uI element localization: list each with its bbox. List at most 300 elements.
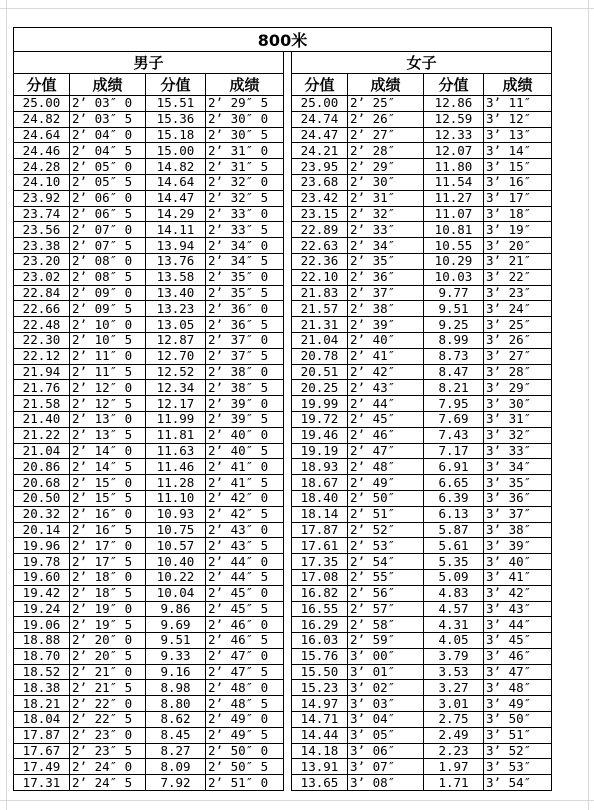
points-cell: 12.52	[146, 364, 206, 380]
points-cell: 24.21	[292, 143, 348, 159]
points-cell: 20.51	[292, 364, 348, 380]
time-cell: 3’ 14″	[484, 143, 552, 159]
points-cell: 7.43	[424, 427, 484, 443]
time-cell: 3’ 31″	[484, 411, 552, 427]
column-header: 分值	[424, 74, 484, 96]
points-cell: 5.87	[424, 522, 484, 538]
time-cell: 2’ 37″ 0	[206, 332, 284, 348]
points-cell: 10.22	[146, 569, 206, 585]
table-row	[14, 174, 552, 190]
time-cell: 3’ 13″	[484, 127, 552, 143]
points-cell: 17.35	[292, 554, 348, 570]
time-cell: 3’ 44″	[484, 617, 552, 633]
time-cell: 2’ 23″ 0	[70, 727, 146, 743]
time-cell: 3’ 54″	[484, 775, 552, 791]
points-cell: 9.51	[424, 301, 484, 317]
time-cell: 2’ 30″	[348, 174, 424, 190]
table-row	[14, 727, 552, 743]
column-header: 成绩	[348, 74, 424, 96]
time-cell: 2’ 33″ 5	[206, 222, 284, 238]
time-cell: 2’ 05″ 0	[70, 159, 146, 175]
time-cell: 2’ 47″	[348, 443, 424, 459]
points-cell: 23.68	[292, 174, 348, 190]
time-cell: 2’ 25″	[348, 96, 424, 112]
time-cell: 2’ 31″ 5	[206, 159, 284, 175]
points-cell: 12.70	[146, 348, 206, 364]
time-cell: 3’ 50″	[484, 712, 552, 728]
time-cell: 2’ 17″ 5	[70, 554, 146, 570]
group-gap	[284, 743, 292, 759]
time-cell: 3’ 42″	[484, 585, 552, 601]
time-cell: 3’ 15″	[484, 159, 552, 175]
points-cell: 8.62	[146, 712, 206, 728]
points-cell: 24.47	[292, 127, 348, 143]
group-gap	[284, 522, 292, 538]
group-gap	[284, 443, 292, 459]
table-row	[14, 143, 552, 159]
group-gap	[284, 554, 292, 570]
column-header: 分值	[292, 74, 348, 96]
time-cell: 2’ 50″ 5	[206, 759, 284, 775]
time-cell: 3’ 39″	[484, 538, 552, 554]
points-cell: 11.27	[424, 190, 484, 206]
time-cell: 2’ 35″ 5	[206, 285, 284, 301]
time-cell: 2’ 32″ 5	[206, 190, 284, 206]
points-cell: 13.91	[292, 759, 348, 775]
points-cell: 25.00	[292, 96, 348, 112]
gridline	[588, 0, 589, 810]
points-cell: 22.89	[292, 222, 348, 238]
points-cell: 9.86	[146, 601, 206, 617]
points-cell: 14.64	[146, 174, 206, 190]
points-cell: 8.27	[146, 743, 206, 759]
time-cell: 2’ 58″	[348, 617, 424, 633]
table-row	[14, 648, 552, 664]
points-cell: 11.99	[146, 411, 206, 427]
points-cell: 19.19	[292, 443, 348, 459]
time-cell: 3’ 25″	[484, 317, 552, 333]
table-row	[14, 522, 552, 538]
points-cell: 1.71	[424, 775, 484, 791]
time-cell: 2’ 56″	[348, 585, 424, 601]
group-gap	[284, 143, 292, 159]
table-row	[14, 601, 552, 617]
points-cell: 21.40	[14, 411, 70, 427]
time-cell: 2’ 44″ 0	[206, 554, 284, 570]
time-cell: 3’ 40″	[484, 554, 552, 570]
points-cell: 10.40	[146, 554, 206, 570]
time-cell: 2’ 43″	[348, 380, 424, 396]
points-cell: 18.38	[14, 680, 70, 696]
group-gap	[284, 411, 292, 427]
time-cell: 2’ 13″ 5	[70, 427, 146, 443]
time-cell: 2’ 42″ 5	[206, 506, 284, 522]
points-cell: 20.25	[292, 380, 348, 396]
points-cell: 15.36	[146, 111, 206, 127]
time-cell: 3’ 12″	[484, 111, 552, 127]
table-row	[14, 96, 552, 112]
time-cell: 2’ 26″	[348, 111, 424, 127]
points-cell: 5.61	[424, 538, 484, 554]
table-row	[14, 554, 552, 570]
points-cell: 13.05	[146, 317, 206, 333]
table-row	[14, 569, 552, 585]
time-cell: 2’ 22″ 0	[70, 696, 146, 712]
time-cell: 2’ 45″ 5	[206, 601, 284, 617]
points-cell: 17.87	[292, 522, 348, 538]
time-cell: 3’ 27″	[484, 348, 552, 364]
points-cell: 10.03	[424, 269, 484, 285]
points-cell: 2.75	[424, 712, 484, 728]
time-cell: 2’ 24″ 5	[70, 775, 146, 791]
points-cell: 12.17	[146, 396, 206, 412]
time-cell: 2’ 51″	[348, 506, 424, 522]
time-cell: 2’ 35″ 0	[206, 269, 284, 285]
points-cell: 11.28	[146, 475, 206, 491]
points-cell: 7.95	[424, 396, 484, 412]
points-cell: 15.76	[292, 648, 348, 664]
points-cell: 13.76	[146, 253, 206, 269]
group-gap	[284, 206, 292, 222]
table-row	[14, 269, 552, 285]
time-cell: 3’ 36″	[484, 490, 552, 506]
group-gap	[284, 380, 292, 396]
group-gap	[284, 696, 292, 712]
time-cell: 2’ 55″	[348, 569, 424, 585]
time-cell: 2’ 20″ 0	[70, 633, 146, 649]
time-cell: 2’ 52″	[348, 522, 424, 538]
time-cell: 2’ 41″ 5	[206, 475, 284, 491]
group-gap	[284, 159, 292, 175]
table-row	[14, 317, 552, 333]
group-header-female: 女子	[292, 52, 552, 74]
points-cell: 23.02	[14, 269, 70, 285]
points-cell: 21.04	[292, 332, 348, 348]
table-row	[14, 696, 552, 712]
points-cell: 11.81	[146, 427, 206, 443]
time-cell: 2’ 19″ 0	[70, 601, 146, 617]
time-cell: 2’ 11″ 5	[70, 364, 146, 380]
time-cell: 2’ 31″	[348, 190, 424, 206]
group-gap	[284, 238, 292, 254]
table-row	[14, 159, 552, 175]
points-cell: 10.29	[424, 253, 484, 269]
time-cell: 2’ 24″ 0	[70, 759, 146, 775]
points-cell: 10.81	[424, 222, 484, 238]
points-cell: 2.23	[424, 743, 484, 759]
points-cell: 16.82	[292, 585, 348, 601]
time-cell: 2’ 50″ 0	[206, 743, 284, 759]
time-cell: 3’ 41″	[484, 569, 552, 585]
time-cell: 2’ 39″ 5	[206, 411, 284, 427]
time-cell: 2’ 38″ 5	[206, 380, 284, 396]
time-cell: 3’ 35″	[484, 475, 552, 491]
time-cell: 2’ 11″ 0	[70, 348, 146, 364]
points-cell: 18.70	[14, 648, 70, 664]
points-cell: 4.57	[424, 601, 484, 617]
time-cell: 3’ 24″	[484, 301, 552, 317]
points-cell: 14.11	[146, 222, 206, 238]
points-cell: 24.10	[14, 174, 70, 190]
points-cell: 14.71	[292, 712, 348, 728]
table-row	[14, 459, 552, 475]
points-cell: 8.99	[424, 332, 484, 348]
time-cell: 2’ 03″ 0	[70, 96, 146, 112]
table-row	[14, 253, 552, 269]
points-cell: 17.67	[14, 743, 70, 759]
points-cell: 14.44	[292, 727, 348, 743]
time-cell: 2’ 13″ 0	[70, 411, 146, 427]
points-cell: 17.61	[292, 538, 348, 554]
table-row	[14, 427, 552, 443]
time-cell: 3’ 34″	[484, 459, 552, 475]
points-cell: 9.77	[424, 285, 484, 301]
table-row	[14, 206, 552, 222]
time-cell: 3’ 30″	[484, 396, 552, 412]
group-gap	[284, 348, 292, 364]
points-cell: 10.04	[146, 585, 206, 601]
points-cell: 20.86	[14, 459, 70, 475]
group-gap	[284, 52, 292, 74]
time-cell: 2’ 29″	[348, 159, 424, 175]
time-cell: 2’ 49″ 5	[206, 727, 284, 743]
points-cell: 21.76	[14, 380, 70, 396]
time-cell: 2’ 27″	[348, 127, 424, 143]
time-cell: 2’ 04″ 5	[70, 143, 146, 159]
points-cell: 17.49	[14, 759, 70, 775]
time-cell: 3’ 20″	[484, 238, 552, 254]
points-cell: 22.30	[14, 332, 70, 348]
points-cell: 14.47	[146, 190, 206, 206]
points-cell: 24.64	[14, 127, 70, 143]
time-cell: 3’ 05″	[348, 727, 424, 743]
group-gap	[284, 680, 292, 696]
time-cell: 2’ 40″ 5	[206, 443, 284, 459]
points-cell: 6.13	[424, 506, 484, 522]
points-cell: 9.33	[146, 648, 206, 664]
table-row	[14, 680, 552, 696]
time-cell: 2’ 47″ 0	[206, 648, 284, 664]
points-cell: 13.65	[292, 775, 348, 791]
table-row	[14, 538, 552, 554]
points-cell: 9.16	[146, 664, 206, 680]
table-row	[14, 712, 552, 728]
group-gap	[284, 222, 292, 238]
column-header: 分值	[146, 74, 206, 96]
time-cell: 2’ 21″ 0	[70, 664, 146, 680]
time-cell: 2’ 44″	[348, 396, 424, 412]
points-cell: 18.88	[14, 633, 70, 649]
time-cell: 2’ 32″	[348, 206, 424, 222]
points-cell: 11.46	[146, 459, 206, 475]
table-row	[14, 775, 552, 791]
time-cell: 3’ 26″	[484, 332, 552, 348]
column-header: 成绩	[206, 74, 284, 96]
points-cell: 19.72	[292, 411, 348, 427]
gridline	[6, 0, 7, 810]
time-cell: 2’ 10″ 5	[70, 332, 146, 348]
points-cell: 18.93	[292, 459, 348, 475]
table-title: 800米	[14, 28, 552, 52]
time-cell: 2’ 37″ 5	[206, 348, 284, 364]
time-cell: 2’ 46″ 5	[206, 633, 284, 649]
table-row	[14, 332, 552, 348]
points-cell: 16.29	[292, 617, 348, 633]
time-cell: 3’ 21″	[484, 253, 552, 269]
points-cell: 12.87	[146, 332, 206, 348]
points-cell: 22.63	[292, 238, 348, 254]
time-cell: 3’ 46″	[484, 648, 552, 664]
points-cell: 18.52	[14, 664, 70, 680]
points-cell: 8.21	[424, 380, 484, 396]
time-cell: 2’ 09″ 0	[70, 285, 146, 301]
time-cell: 2’ 33″ 0	[206, 206, 284, 222]
time-cell: 2’ 45″	[348, 411, 424, 427]
points-cell: 15.51	[146, 96, 206, 112]
points-cell: 12.59	[424, 111, 484, 127]
table-row	[14, 443, 552, 459]
points-cell: 12.34	[146, 380, 206, 396]
points-cell: 4.83	[424, 585, 484, 601]
time-cell: 2’ 23″ 5	[70, 743, 146, 759]
time-cell: 2’ 34″ 0	[206, 238, 284, 254]
points-cell: 12.86	[424, 96, 484, 112]
time-cell: 3’ 00″	[348, 648, 424, 664]
table-row	[14, 285, 552, 301]
points-cell: 19.96	[14, 538, 70, 554]
time-cell: 2’ 53″	[348, 538, 424, 554]
time-cell: 2’ 40″ 0	[206, 427, 284, 443]
time-cell: 2’ 07″ 0	[70, 222, 146, 238]
time-cell: 2’ 49″ 0	[206, 712, 284, 728]
table-row	[14, 585, 552, 601]
time-cell: 2’ 04″ 0	[70, 127, 146, 143]
group-gap	[284, 727, 292, 743]
points-cell: 23.74	[14, 206, 70, 222]
time-cell: 2’ 21″ 5	[70, 680, 146, 696]
time-cell: 2’ 33″	[348, 222, 424, 238]
time-cell: 2’ 44″ 5	[206, 569, 284, 585]
time-cell: 2’ 40″	[348, 332, 424, 348]
points-cell: 24.28	[14, 159, 70, 175]
points-cell: 10.93	[146, 506, 206, 522]
group-gap	[284, 269, 292, 285]
time-cell: 2’ 54″	[348, 554, 424, 570]
table-row	[14, 664, 552, 680]
time-cell: 3’ 28″	[484, 364, 552, 380]
points-cell: 12.07	[424, 143, 484, 159]
points-cell: 24.74	[292, 111, 348, 127]
points-cell: 18.21	[14, 696, 70, 712]
time-cell: 2’ 38″	[348, 301, 424, 317]
time-cell: 2’ 07″ 5	[70, 238, 146, 254]
table-row	[14, 633, 552, 649]
time-cell: 3’ 51″	[484, 727, 552, 743]
time-cell: 2’ 31″ 0	[206, 143, 284, 159]
points-cell: 23.95	[292, 159, 348, 175]
time-cell: 2’ 12″ 0	[70, 380, 146, 396]
points-cell: 13.40	[146, 285, 206, 301]
points-cell: 15.18	[146, 127, 206, 143]
time-cell: 2’ 42″ 0	[206, 490, 284, 506]
points-cell: 12.33	[424, 127, 484, 143]
points-cell: 19.78	[14, 554, 70, 570]
time-cell: 3’ 23″	[484, 285, 552, 301]
points-cell: 18.40	[292, 490, 348, 506]
time-cell: 2’ 15″ 0	[70, 475, 146, 491]
points-cell: 23.15	[292, 206, 348, 222]
time-cell: 2’ 42″	[348, 364, 424, 380]
time-cell: 3’ 37″	[484, 506, 552, 522]
time-cell: 2’ 46″	[348, 427, 424, 443]
points-cell: 8.45	[146, 727, 206, 743]
time-cell: 2’ 30″ 0	[206, 111, 284, 127]
column-header: 成绩	[70, 74, 146, 96]
group-gap	[284, 490, 292, 506]
time-cell: 2’ 41″	[348, 348, 424, 364]
column-header: 分值	[14, 74, 70, 96]
time-cell: 2’ 30″ 5	[206, 127, 284, 143]
group-gap	[284, 317, 292, 333]
points-cell: 8.09	[146, 759, 206, 775]
time-cell: 3’ 22″	[484, 269, 552, 285]
time-cell: 2’ 05″ 5	[70, 174, 146, 190]
table-row	[14, 127, 552, 143]
points-cell: 21.94	[14, 364, 70, 380]
table-row	[14, 238, 552, 254]
time-cell: 2’ 41″ 0	[206, 459, 284, 475]
points-cell: 22.36	[292, 253, 348, 269]
points-cell: 18.67	[292, 475, 348, 491]
table-row	[14, 411, 552, 427]
time-cell: 2’ 35″	[348, 253, 424, 269]
table-row	[14, 743, 552, 759]
time-cell: 2’ 14″ 5	[70, 459, 146, 475]
points-cell: 11.63	[146, 443, 206, 459]
time-cell: 3’ 19″	[484, 222, 552, 238]
group-gap	[284, 301, 292, 317]
points-cell: 8.80	[146, 696, 206, 712]
time-cell: 2’ 36″ 0	[206, 301, 284, 317]
table-body	[14, 96, 552, 791]
points-cell: 20.32	[14, 506, 70, 522]
table-row	[14, 348, 552, 364]
points-cell: 14.18	[292, 743, 348, 759]
points-cell: 23.42	[292, 190, 348, 206]
points-cell: 8.47	[424, 364, 484, 380]
time-cell: 2’ 38″ 0	[206, 364, 284, 380]
points-cell: 22.66	[14, 301, 70, 317]
time-cell: 3’ 49″	[484, 696, 552, 712]
points-cell: 19.46	[292, 427, 348, 443]
points-cell: 20.68	[14, 475, 70, 491]
points-cell: 4.05	[424, 633, 484, 649]
time-cell: 3’ 06″	[348, 743, 424, 759]
time-cell: 2’ 48″ 5	[206, 696, 284, 712]
points-cell: 22.12	[14, 348, 70, 364]
time-cell: 2’ 08″ 0	[70, 253, 146, 269]
points-cell: 6.91	[424, 459, 484, 475]
points-cell: 24.82	[14, 111, 70, 127]
time-cell: 2’ 47″ 5	[206, 664, 284, 680]
points-cell: 24.46	[14, 143, 70, 159]
time-cell: 2’ 39″ 0	[206, 396, 284, 412]
group-gap	[284, 648, 292, 664]
points-cell: 3.27	[424, 680, 484, 696]
group-header-male: 男子	[14, 52, 284, 74]
points-cell: 22.10	[292, 269, 348, 285]
group-gap	[284, 459, 292, 475]
